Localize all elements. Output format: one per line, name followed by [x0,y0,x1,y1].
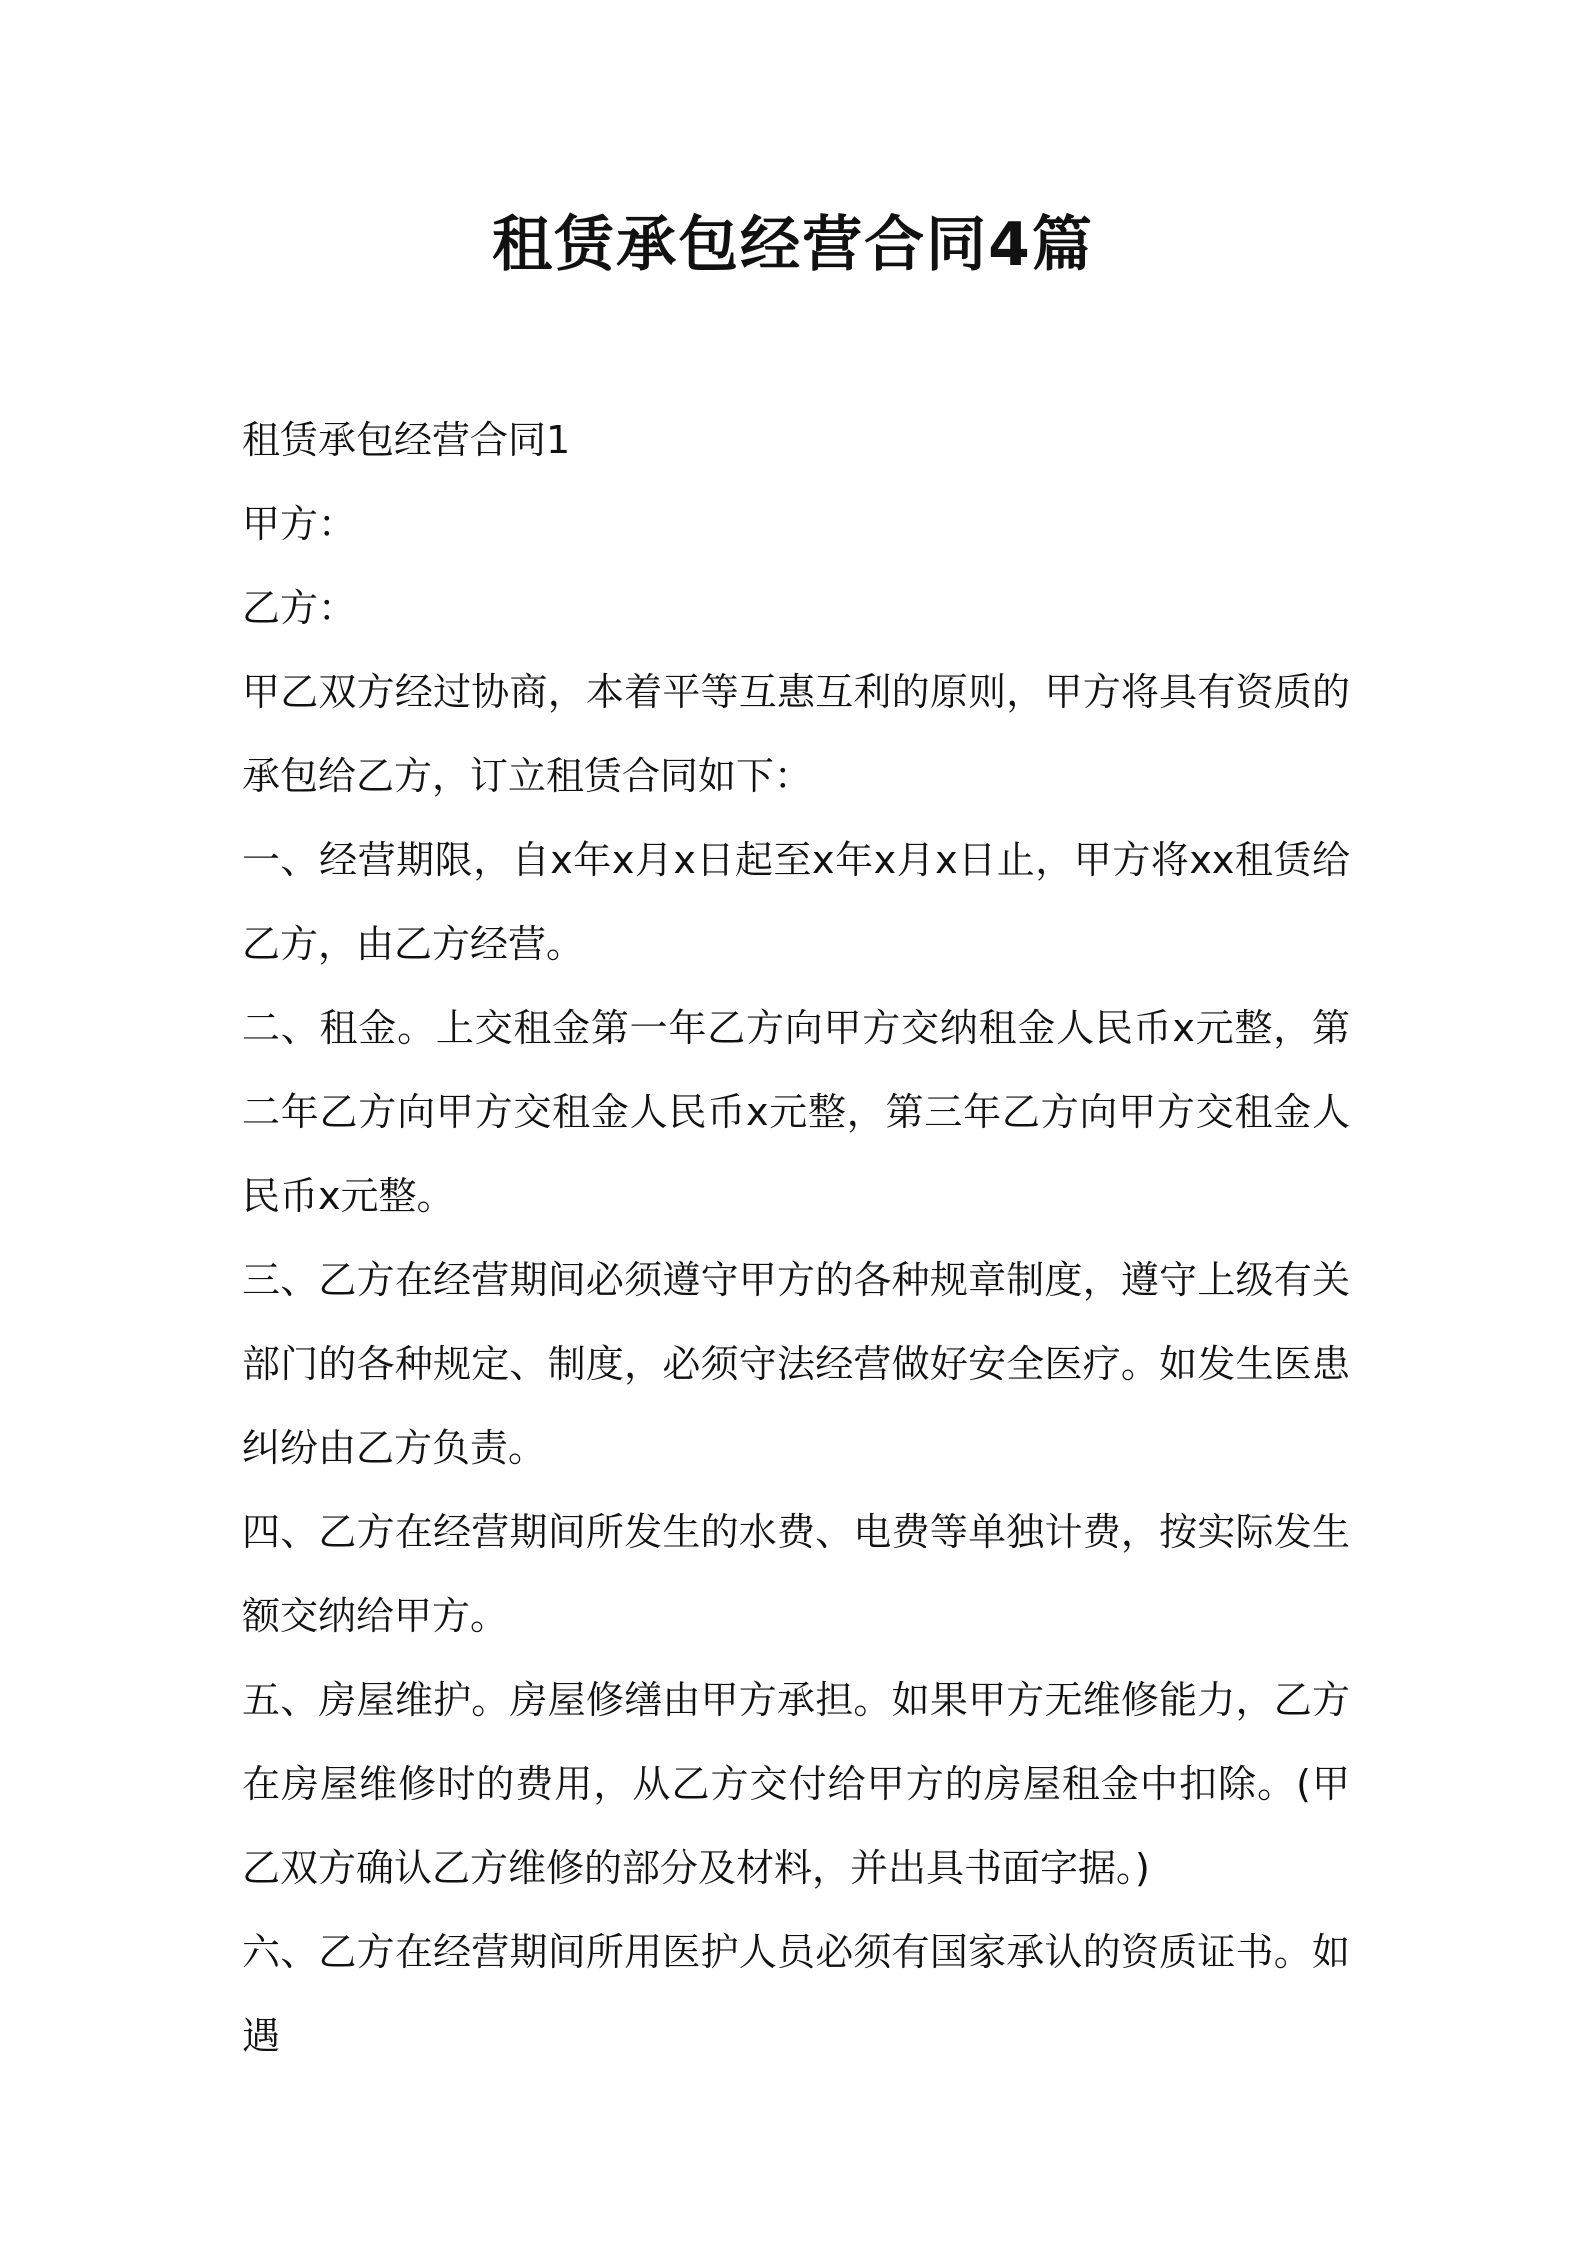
party-b-line: 乙方： [242,586,357,630]
party-a-line: 甲方： [242,502,357,546]
document-body [242,398,1350,2078]
clause-6: 六、乙方在经营期间所用医护人员必须有国家承认的资质证书。如遇 [242,1930,1350,2058]
clause-4: 四、乙方在经营期间所发生的水费、电费等单独计费，按实际发生额交纳给甲方。 [242,1510,1350,1638]
clause-2: 二、租金。上交租金第一年乙方向甲方交纳租金人民币x元整，第二年乙方向甲方交租金人民币x元整，第三年乙方向甲方交租金人民币x元整。 [242,1006,1350,1218]
document-title: 租赁承包经营合同4篇 [492,210,1094,280]
clause-3: 三、乙方在经营期间必须遵守甲方的各种规章制度，遵守上级有关部门的各种规定、制度，必须守法经营做好安全医疗。如发生医患纠纷由乙方负责。 [242,1258,1350,1470]
clause-5: 五、房屋维护。房屋修缮由甲方承担。如果甲方无维修能力，乙方在房屋维修时的费用，从乙方交付给甲方的房屋租金中扣除。(甲乙双方确认乙方维修的部分及材料，并出具书面字据。) [242,1678,1350,1890]
clause-1: 一、经营期限，自x年x月x日起至x年x月x日止，甲方将xx租赁给乙方，由乙方经营。 [242,838,1350,966]
contract-preamble: 甲乙双方经过协商，本着平等互惠互利的原则，甲方将具有资质的承包给乙方，订立租赁合同如下： [242,670,1350,798]
contract-heading: 租赁承包经营合同1 [242,418,571,462]
